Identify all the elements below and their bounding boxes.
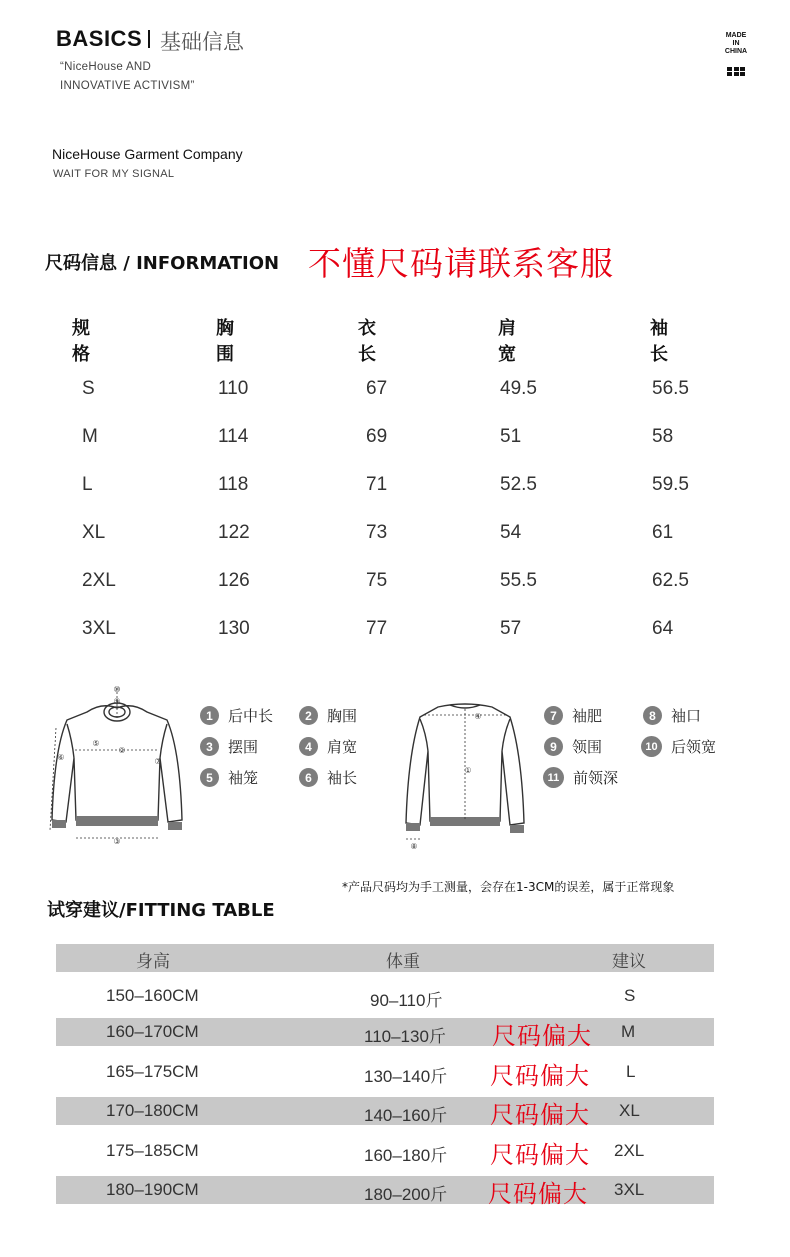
size-cell: 62.5	[652, 570, 689, 591]
made-in-china-grid-icon	[727, 67, 745, 76]
legend-number: 5	[200, 768, 219, 787]
made-in-china-badge	[718, 32, 754, 56]
size-cell: 49.5	[500, 378, 537, 399]
table-row	[56, 1097, 714, 1129]
brand-logo: BASICS	[56, 26, 143, 51]
size-header-chest: 胸围	[216, 318, 234, 365]
hem-rib	[76, 816, 158, 826]
size-cell: 110	[218, 378, 249, 399]
brand-subtitle: 基础信息	[160, 30, 244, 54]
legend-number: 1	[200, 706, 219, 725]
legend-item	[299, 736, 357, 757]
size-cell: 57	[500, 618, 522, 639]
legend-item	[544, 736, 602, 757]
legend-number: 4	[299, 737, 318, 756]
legend-number: 2	[299, 706, 318, 725]
legend-number: 11	[543, 767, 564, 788]
marker-collar-width: ⑩	[113, 685, 121, 694]
table-row	[56, 1137, 714, 1169]
legend-item	[641, 736, 716, 757]
legend-number: 6	[299, 768, 318, 787]
fitting-size: L	[626, 1062, 636, 1081]
fitting-height: 180–190CM	[106, 1180, 199, 1199]
fitting-weight: 130–140斤	[364, 1067, 448, 1086]
legend-label: 前领深	[573, 769, 619, 787]
slogan-line-2: INNOVATIVE ACTIVISM”	[60, 80, 195, 92]
fitting-size: 2XL	[614, 1141, 645, 1160]
fitting-height: 165–175CM	[106, 1062, 199, 1081]
made-word: MADE	[725, 32, 747, 39]
fitting-size: M	[621, 1022, 636, 1041]
size-large-flag: 尺码偏大	[490, 1141, 590, 1169]
tagline: WAIT FOR MY SIGNAL	[53, 168, 175, 180]
size-large-flag: 尺码偏大	[492, 1022, 592, 1050]
legend-item	[200, 767, 258, 788]
table-row	[56, 982, 714, 1010]
legend-label: 胸围	[327, 707, 358, 725]
legend-item	[200, 736, 258, 757]
size-header-spec: 规格	[72, 318, 90, 365]
size-cell: 3XL	[82, 618, 116, 639]
fitting-height: 175–185CM	[106, 1141, 199, 1160]
legend-label: 后中长	[228, 707, 274, 725]
size-cell: 130	[218, 618, 250, 639]
size-cell: 52.5	[500, 474, 537, 495]
fitting-weight: 90–110斤	[370, 991, 443, 1010]
size-large-flag: 尺码偏大	[490, 1062, 590, 1090]
fitting-header-height: 身高	[136, 952, 170, 972]
legend-number: 9	[544, 737, 563, 756]
fitting-weight: 110–130斤	[364, 1027, 446, 1046]
fitting-height: 170–180CM	[106, 1101, 199, 1120]
fitting-size: S	[624, 986, 636, 1005]
legend-item	[543, 767, 618, 788]
fitting-height: 150–160CM	[106, 986, 199, 1005]
in-word: IN	[732, 40, 740, 47]
company-name: NiceHouse Garment Company	[52, 146, 243, 162]
sweater-back-diagram	[398, 695, 533, 855]
legend-label: 后领宽	[671, 738, 717, 756]
table-row	[56, 1018, 714, 1050]
contact-service-alert: 不懂尺码请联系客服	[308, 244, 614, 283]
legend-label: 领围	[572, 738, 603, 756]
cuff-rib-left	[52, 820, 66, 828]
size-cell: 69	[366, 426, 388, 447]
size-cell: 56.5	[652, 378, 689, 399]
size-cell: 55.5	[500, 570, 537, 591]
marker-chest: ②	[118, 746, 126, 755]
fitting-title: 试穿建议/FITTING TABLE	[47, 900, 275, 921]
legend-label: 袖笼	[228, 769, 259, 787]
marker-back-length: ①	[464, 766, 472, 775]
marker-armhole: ⑤	[92, 739, 100, 748]
sweater-front-diagram	[42, 680, 192, 855]
table-row	[56, 1058, 714, 1090]
size-cell: XL	[82, 522, 106, 543]
fitting-weight: 180–200斤	[364, 1185, 448, 1204]
size-header-shoulder: 肩宽	[498, 318, 516, 365]
size-cell: 118	[218, 474, 249, 495]
slogan-line-1: “NiceHouse AND	[60, 61, 152, 73]
legend-label: 袖口	[671, 707, 702, 725]
legend-item	[299, 705, 357, 726]
legend-item	[200, 705, 273, 726]
size-cell: 58	[652, 426, 674, 447]
cuff-rib-right	[168, 822, 182, 830]
size-cell: 73	[366, 522, 388, 543]
size-cell: 51	[500, 426, 522, 447]
fitting-header-size: 建议	[612, 952, 646, 972]
fitting-size: 3XL	[614, 1180, 645, 1199]
size-cell: 61	[652, 522, 674, 543]
legend-number: 7	[544, 706, 563, 725]
size-cell: 77	[366, 618, 388, 639]
size-cell: 67	[366, 378, 388, 399]
measurement-note: *产品尺码均为手工测量，会存在1-3CM的误差，属于正常现象	[342, 880, 675, 894]
information-title: 尺码信息 / INFORMATION	[45, 253, 280, 274]
marker-hem: ③	[113, 837, 121, 846]
china-word: CHINA	[724, 48, 748, 55]
brand-divider	[148, 30, 150, 48]
legend-number: 3	[200, 737, 219, 756]
fitting-weight: 140–160斤	[364, 1106, 448, 1125]
legend-number: 8	[643, 706, 662, 725]
fitting-header-weight: 体重	[386, 952, 420, 972]
size-cell: 126	[218, 570, 250, 591]
size-cell: S	[82, 378, 95, 399]
legend-label: 袖长	[327, 769, 358, 787]
legend-item	[299, 767, 357, 788]
size-cell: 64	[652, 618, 674, 639]
size-header-sleeve: 袖长	[650, 318, 668, 365]
fitting-header-row	[56, 944, 714, 972]
marker-sleeve-width: ⑦	[154, 757, 162, 766]
size-large-flag: 尺码偏大	[488, 1180, 588, 1208]
size-cell: M	[82, 426, 98, 447]
back-cuff-right	[510, 825, 524, 833]
marker-collar: ⑨	[113, 697, 121, 706]
fitting-size: XL	[619, 1101, 640, 1120]
size-cell: 54	[500, 522, 522, 543]
marker-shoulder: ④	[474, 712, 482, 721]
legend-label: 袖肥	[572, 707, 603, 725]
fitting-weight: 160–180斤	[364, 1146, 448, 1165]
table-row	[56, 1176, 714, 1208]
legend-number: 10	[641, 736, 662, 757]
size-cell: 75	[366, 570, 388, 591]
size-cell: 71	[366, 474, 388, 495]
size-cell: 2XL	[82, 570, 116, 591]
size-large-flag: 尺码偏大	[490, 1101, 590, 1129]
size-cell: 114	[218, 426, 249, 447]
legend-label: 摆围	[228, 738, 259, 756]
legend-item	[544, 705, 602, 726]
size-cell: 59.5	[652, 474, 689, 495]
marker-sleeve-length: ⑥	[57, 753, 65, 762]
size-cell: 122	[218, 522, 250, 543]
legend-item	[643, 705, 701, 726]
size-header-length: 衣长	[358, 318, 376, 365]
marker-cuff: ⑧	[410, 842, 418, 851]
size-cell: L	[82, 474, 93, 495]
legend-label: 肩宽	[327, 738, 358, 756]
back-cuff-left	[406, 823, 420, 831]
fitting-height: 160–170CM	[106, 1022, 199, 1041]
